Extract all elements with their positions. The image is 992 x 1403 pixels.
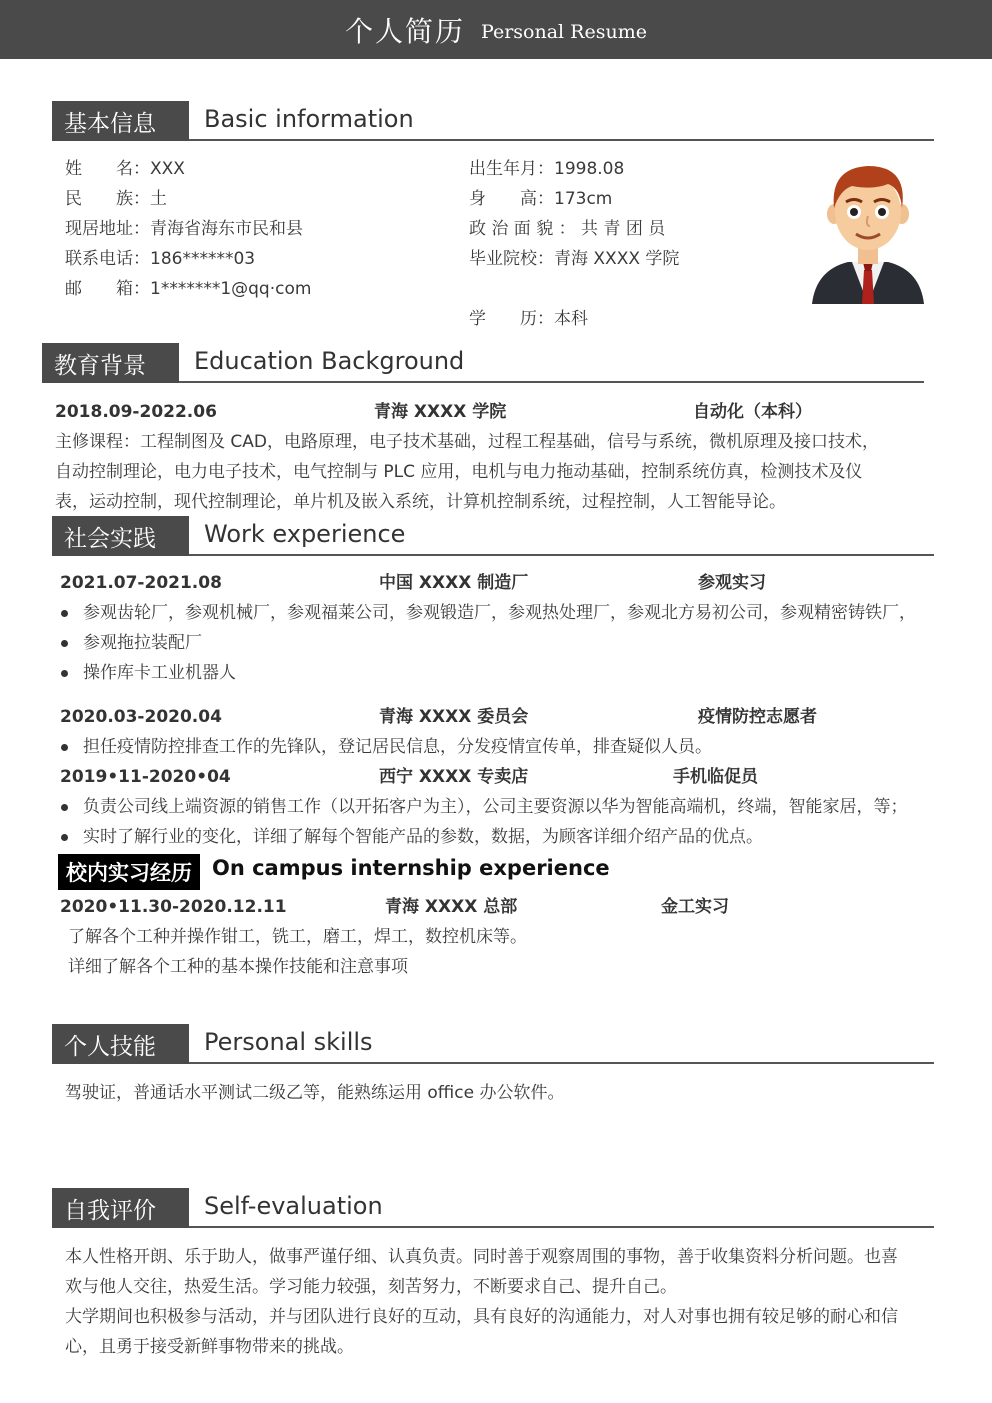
campus-role: 金工实习 <box>661 897 729 917</box>
section-basic-info <box>52 101 934 141</box>
section-label: 自我评价 <box>52 1188 189 1228</box>
campus-org: 青海 XXXX 总部 <box>385 897 518 917</box>
resume-title-en: Personal Resume <box>481 20 647 43</box>
skills-text: 驾驶证，普通话水平测试二级乙等，能熟练运用 office 办公软件。 <box>65 1083 565 1103</box>
edu-major: 自动化（本科） <box>693 402 812 422</box>
section-label-campus-en: On campus internship experience <box>212 856 610 880</box>
edu-courses-line: 表，运动控制，现代控制理论，单片机及嵌入系统，计算机控制系统，过程控制，人工智能导论。 <box>55 492 786 512</box>
section-label: 社会实践 <box>52 516 189 556</box>
work-bullet: 参观拖拉装配厂 <box>83 633 202 653</box>
section-rule <box>189 554 934 556</box>
work-role: 手机临促员 <box>673 767 758 787</box>
campus-line: 了解各个工种并操作钳工，铣工，磨工，焊工，数控机床等。 <box>68 927 527 947</box>
resume-header <box>0 0 992 59</box>
edu-period: 2018.09-2022.06 <box>55 402 217 422</box>
campus-period: 2020•11.30-2020.12.11 <box>60 897 287 917</box>
section-skills <box>52 1024 934 1064</box>
section-education <box>42 343 924 383</box>
bullet-dot <box>61 744 68 751</box>
info-birth: 出生年月：1998.08 <box>469 159 625 179</box>
bullet-dot <box>61 610 68 617</box>
section-label-en: Education Background <box>194 347 465 375</box>
section-rule <box>189 1062 934 1064</box>
work-period: 2019•11-2020•04 <box>60 767 231 787</box>
edu-courses-line: 自动控制理论，电力电子技术，电气控制与 PLC 应用，电机与电力拖动基础，控制系统仿真，检测技术及仪 <box>55 462 863 482</box>
info-name: 姓 名：XXX <box>65 159 185 179</box>
work-org: 青海 XXXX 委员会 <box>379 707 529 727</box>
edu-courses-line: 主修课程：工程制图及 CAD，电路原理，电子技术基础，过程工程基础，信号与系统，微机原理及接口技术， <box>55 432 879 452</box>
info-address: 现居地址：青海省海东市民和县 <box>65 219 303 239</box>
section-rule <box>179 381 924 383</box>
work-bullet: 实时了解行业的变化，详细了解每个智能产品的参数，数据，为顾客详细介绍产品的优点。 <box>83 827 763 847</box>
bullet-dot <box>61 834 68 841</box>
bullet-dot <box>61 804 68 811</box>
section-label: 基本信息 <box>52 101 189 141</box>
work-bullet: 操作库卡工业机器人 <box>83 663 236 683</box>
work-org: 西宁 XXXX 专卖店 <box>379 767 529 787</box>
info-height: 身 高：173cm <box>469 189 613 209</box>
info-phone: 联系电话：186******03 <box>65 249 256 269</box>
section-rule <box>189 1226 934 1228</box>
section-label-en: Work experience <box>204 520 406 548</box>
info-degree: 学 历：本科 <box>469 309 588 329</box>
section-label: 教育背景 <box>42 343 179 383</box>
bullet-dot <box>61 670 68 677</box>
work-bullet: 参观齿轮厂，参观机械厂，参观福莱公司，参观锻造厂，参观热处理厂，参观北方易初公司，参观精密铸铁厂， <box>83 603 916 623</box>
info-ethnicity: 民 族：土 <box>65 189 167 209</box>
info-political: 政 治 面 貌 ： 共 青 团 员 <box>469 219 666 239</box>
section-label: 个人技能 <box>52 1024 189 1064</box>
section-self-eval <box>52 1188 934 1228</box>
campus-line: 详细了解各个工种的基本操作技能和注意事项 <box>68 957 408 977</box>
avatar <box>808 158 928 306</box>
work-period: 2021.07-2021.08 <box>60 573 222 593</box>
resume-title: 个人简历 <box>345 14 466 48</box>
self-line: 欢与他人交往，热爱生活。学习能力较强，刻苦努力，不断要求自己、提升自己。 <box>65 1277 677 1297</box>
edu-school: 青海 XXXX 学院 <box>374 402 507 422</box>
work-period: 2020.03-2020.04 <box>60 707 222 727</box>
section-label-campus: 校内实习经历 <box>58 854 200 890</box>
section-rule <box>189 139 934 141</box>
section-label-en: Self-evaluation <box>204 1192 383 1220</box>
section-work <box>52 516 934 556</box>
self-line: 心，且勇于接受新鲜事物带来的挑战。 <box>65 1337 354 1357</box>
section-label-en: Personal skills <box>204 1028 373 1056</box>
section-label-en: Basic information <box>204 105 414 133</box>
work-org: 中国 XXXX 制造厂 <box>379 573 529 593</box>
info-school: 毕业院校：青海 XXXX 学院 <box>469 249 680 269</box>
work-role: 疫情防控志愿者 <box>698 707 817 727</box>
info-email: 邮 箱：1*******1@qq·com <box>65 279 312 299</box>
self-line: 大学期间也积极参与活动，并与团队进行良好的互动，具有良好的沟通能力，对人对事也拥有较足够的耐心和信 <box>65 1307 898 1327</box>
work-bullet: 担任疫情防控排查工作的先锋队，登记居民信息，分发疫情宣传单，排查疑似人员。 <box>83 737 712 757</box>
work-role: 参观实习 <box>698 573 766 593</box>
self-line: 本人性格开朗、乐于助人，做事严谨仔细、认真负责。同时善于观察周围的事物，善于收集资料分析问题。也喜 <box>65 1247 898 1267</box>
bullet-dot <box>61 640 68 647</box>
work-bullet: 负责公司线上端资源的销售工作（以开拓客户为主），公司主要资源以华为智能高端机，终端，智能家居，等； <box>83 797 908 817</box>
